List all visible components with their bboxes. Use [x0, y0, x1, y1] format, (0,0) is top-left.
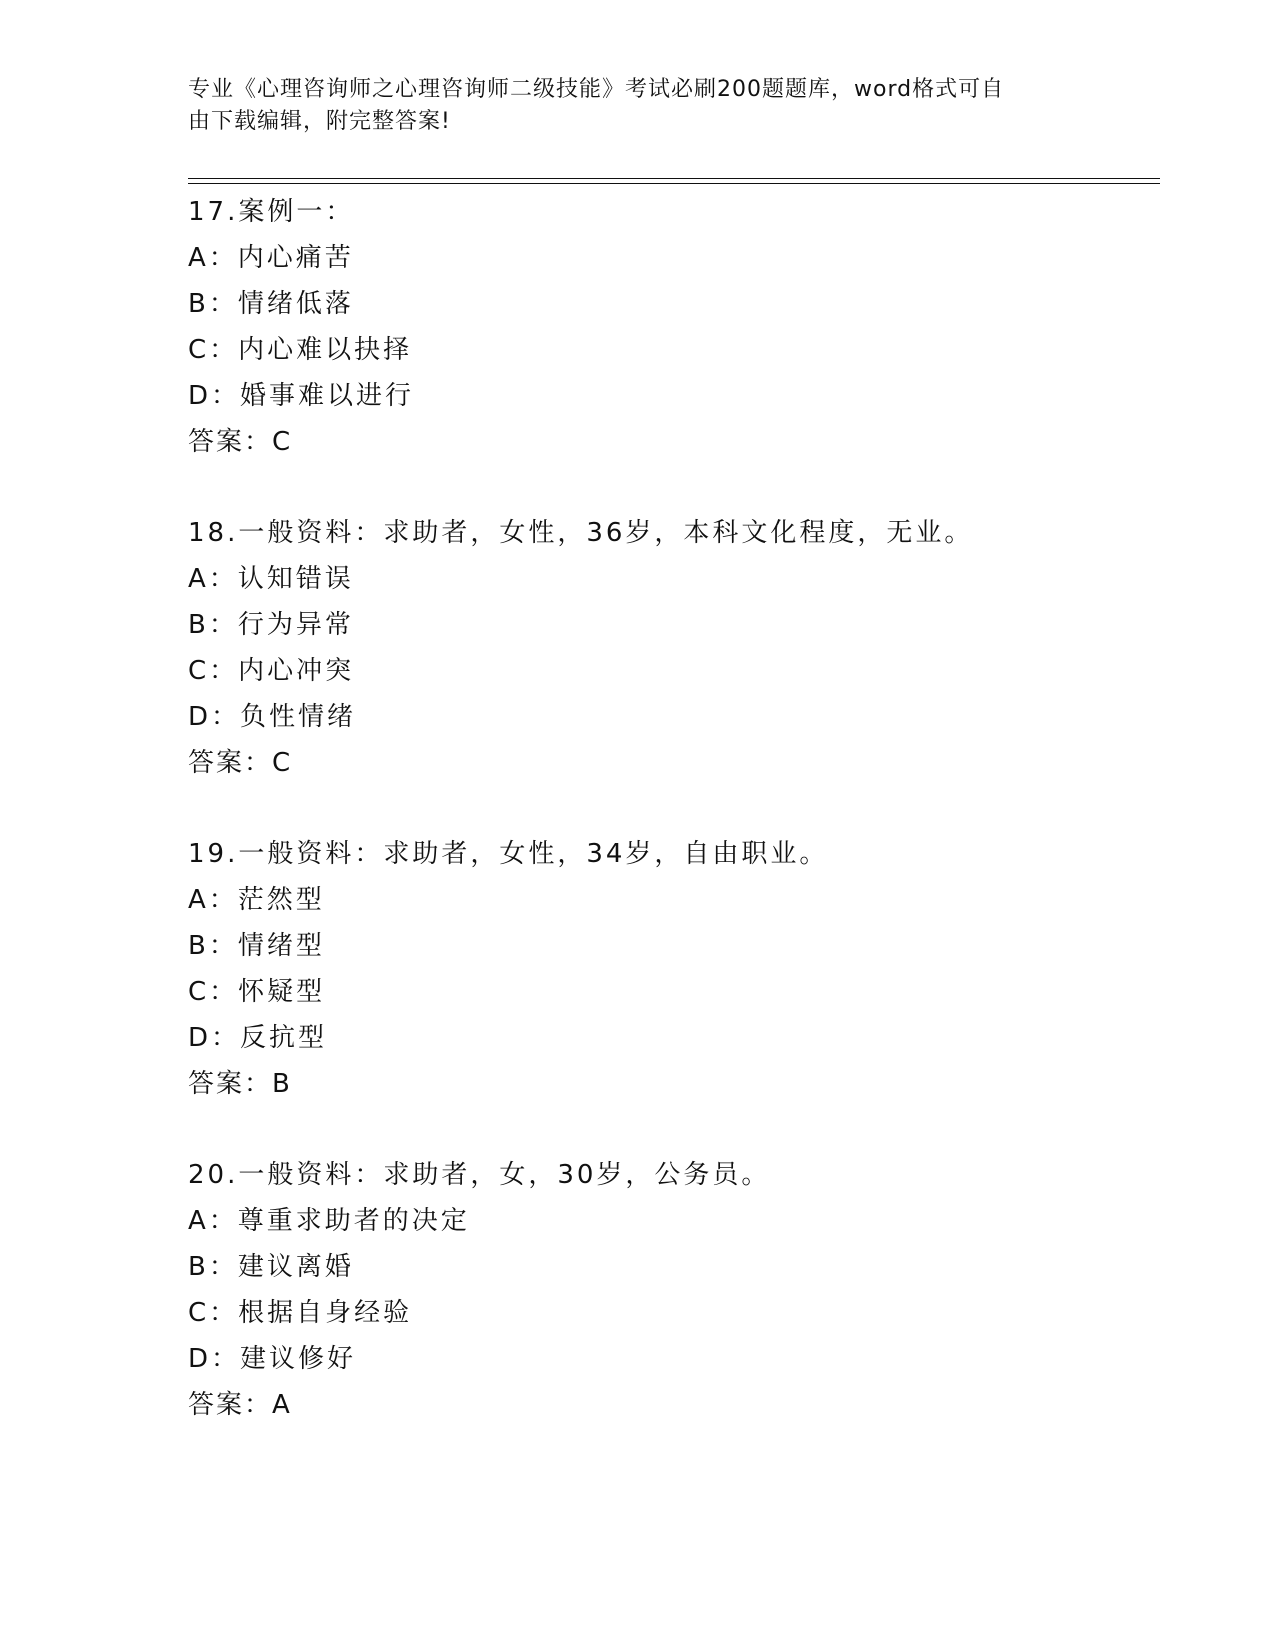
option-d: D：婚事难以进行 — [188, 381, 415, 411]
option-d: D：反抗型 — [188, 1023, 328, 1053]
option-b: B：行为异常 — [188, 610, 354, 640]
question-stem: 20.一般资料：求助者，女，30岁，公务员。 — [188, 1160, 771, 1190]
header-line-2: 由下载编辑，附完整答案! — [188, 109, 451, 134]
header-line-1: 专业《心理咨询师之心理咨询师二级技能》考试必刷200题题库，word格式可自 — [188, 77, 1005, 102]
question-stem: 19.一般资料：求助者，女性，34岁，自由职业。 — [188, 839, 829, 869]
option-a: A：茫然型 — [188, 885, 325, 915]
option-b: B：情绪低落 — [188, 289, 354, 319]
header-divider-top — [188, 178, 1160, 179]
option-d: D：建议修好 — [188, 1344, 357, 1374]
question-stem: 17.案例一： — [188, 197, 355, 227]
header-divider-bottom — [188, 183, 1160, 184]
option-c: C：根据自身经验 — [188, 1298, 413, 1328]
answer-line: 答案：C — [188, 748, 293, 778]
option-c: C：内心冲突 — [188, 656, 355, 686]
option-b: B：建议离婚 — [188, 1252, 354, 1282]
answer-line: 答案：C — [188, 427, 293, 457]
option-a: A：尊重求助者的决定 — [188, 1206, 470, 1236]
option-a: A：认知错误 — [188, 564, 354, 594]
option-c: C：内心难以抉择 — [188, 335, 413, 365]
answer-line: 答案：A — [188, 1390, 292, 1420]
question-block — [188, 1152, 1168, 1428]
document-header — [188, 74, 1068, 138]
question-block — [188, 189, 1168, 465]
option-d: D：负性情绪 — [188, 702, 357, 732]
question-stem: 18.一般资料：求助者，女性，36岁，本科文化程度，无业。 — [188, 518, 974, 548]
option-b: B：情绪型 — [188, 931, 325, 961]
option-c: C：怀疑型 — [188, 977, 326, 1007]
question-block — [188, 831, 1168, 1107]
option-a: A：内心痛苦 — [188, 243, 354, 273]
answer-line: 答案：B — [188, 1069, 292, 1099]
question-block — [188, 510, 1168, 786]
